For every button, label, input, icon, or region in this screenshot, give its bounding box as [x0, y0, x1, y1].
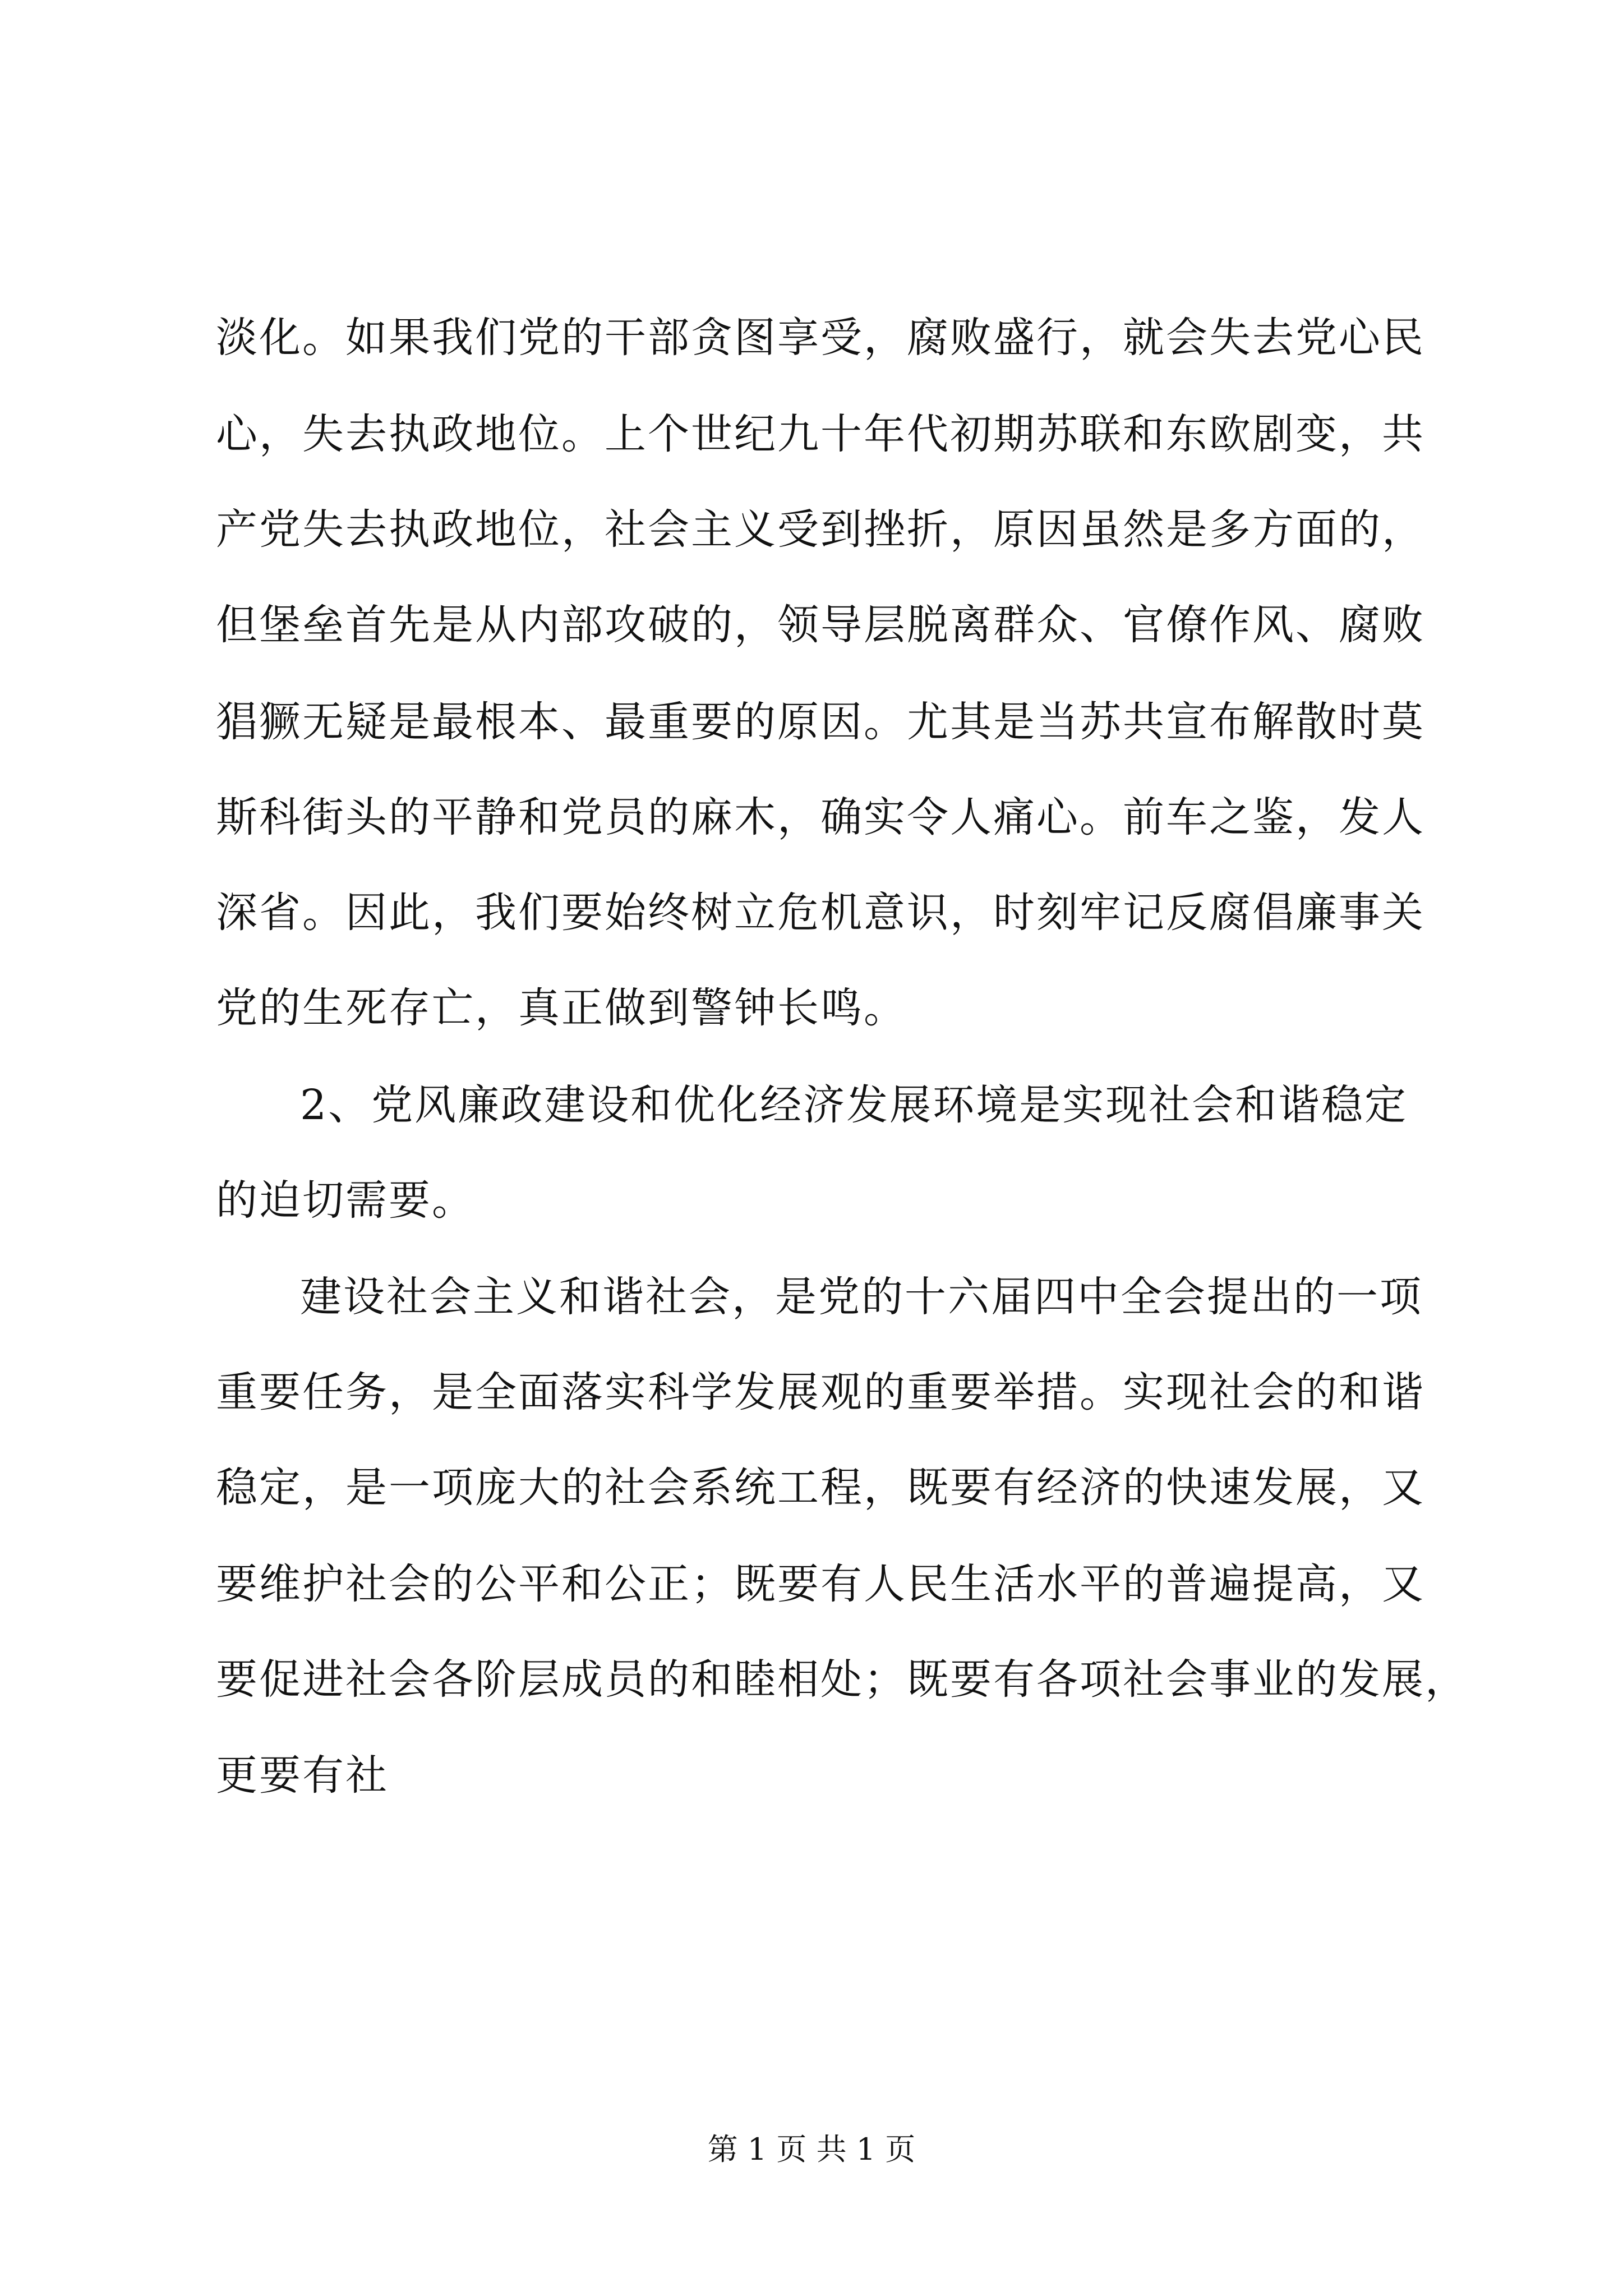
section-heading-line: 2、党风廉政建设和优化经济发展环境是实现社会和谐稳定 — [300, 1081, 1408, 1129]
text-line: 斯科街头的平静和党员的麻木，确实令人痛心。前车之鉴，发人 — [216, 793, 1425, 841]
text-line: 要维护社会的公平和公正；既要有人民生活水平的普遍提高，又 — [216, 1560, 1425, 1608]
text-line: 淡化。如果我们党的干部贪图享受，腐败盛行，就会失去党心民 — [216, 314, 1425, 362]
text-line: 深省。因此，我们要始终树立危机意识，时刻牢记反腐倡廉事关 — [216, 889, 1425, 937]
text-line: 要促进社会各阶层成员的和睦相处；既要有各项社会事业的发展， — [216, 1655, 1468, 1704]
page-number-footer: 第 1 页 共 1 页 — [707, 2132, 916, 2167]
text-line: 但堡垒首先是从内部攻破的，领导层脱离群众、官僚作风、腐败 — [216, 601, 1425, 649]
text-line: 建设社会主义和谐社会，是党的十六届四中全会提出的一项 — [300, 1273, 1423, 1321]
text-line: 党的生死存亡，真正做到警钟长鸣。 — [216, 984, 907, 1032]
text-line: 更要有社 — [216, 1751, 389, 1800]
text-line: 产党失去执政地位，社会主义受到挫折，原因虽然是多方面的， — [216, 505, 1425, 554]
text-line: 稳定，是一项庞大的社会系统工程，既要有经济的快速发展，又 — [216, 1464, 1425, 1512]
text-line: 重要任务，是全面落实科学发展观的重要举措。实现社会的和谐 — [216, 1368, 1425, 1416]
text-line: 猖獗无疑是最根本、最重要的原因。尤其是当苏共宣布解散时莫 — [216, 698, 1425, 746]
section-heading-line: 的迫切需要。 — [216, 1176, 475, 1225]
text-line: 心，失去执政地位。上个世纪九十年代初期苏联和东欧剧变，共 — [216, 410, 1425, 458]
